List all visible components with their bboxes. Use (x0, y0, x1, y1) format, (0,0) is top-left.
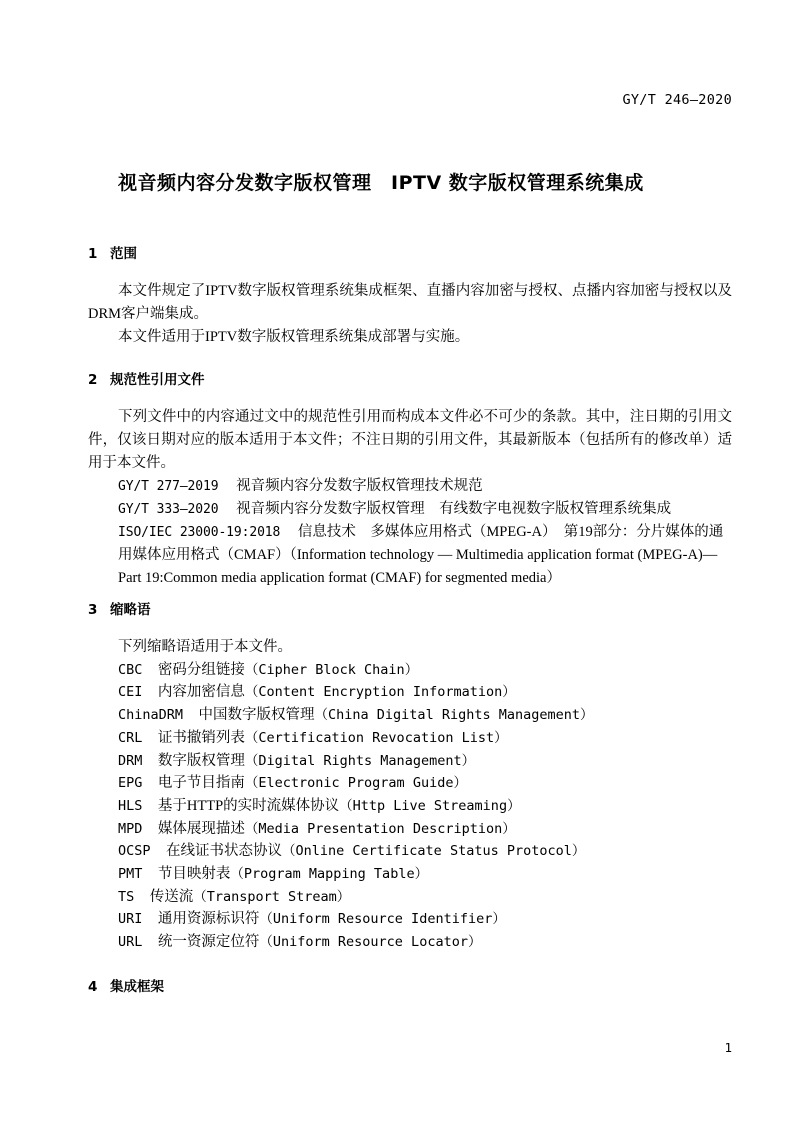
running-header-standard-number: GY/T 246—2020 (622, 92, 732, 108)
abbreviation-item-6 (118, 772, 732, 796)
abbreviation-cn-10: 节目映射表 (157, 866, 231, 882)
clause-title-1: 范围 (110, 246, 137, 262)
abbreviation-en-4: （Certification Revocation List） (244, 730, 508, 746)
abbreviation-key-6: EPG (118, 775, 143, 791)
abbreviation-cn-5: 数字版权管理 (157, 753, 245, 769)
abbreviation-item-10 (118, 863, 732, 887)
abbreviation-en-12: （Uniform Resource Identifier） (259, 911, 506, 927)
reference-code-3: ISO/IEC 23000-19:2018 (118, 525, 281, 540)
abbreviation-item-8 (118, 818, 732, 842)
abbreviation-cn-13: 统一资源定位符 (157, 934, 260, 950)
abbreviation-en-3: （China Digital Rights Management） (314, 707, 594, 723)
abbreviation-item-9 (118, 840, 732, 864)
abbreviation-item-13 (118, 931, 732, 955)
abbreviation-en-11: （Transport Stream） (193, 889, 351, 905)
abbreviation-key-7: HLS (118, 798, 143, 814)
abbreviation-cn-1: 密码分组链接 (157, 662, 245, 678)
abbreviation-key-13: URL (118, 934, 143, 950)
abbreviation-en-1: （Cipher Block Chain） (244, 662, 419, 678)
abbreviation-en-6: （Electronic Program Guide） (244, 775, 467, 791)
abbreviation-en-2: （Content Encryption Information） (244, 684, 516, 700)
abbreviation-item-12 (118, 908, 732, 932)
reference-item-2 (118, 498, 732, 521)
abbreviation-item-4 (118, 727, 732, 751)
paragraph-2-1: 下列文件中的内容通过文中的规范性引用而构成本文件必不可少的条款。其中，注日期的引用文件，仅该日期对应的版本适用于本文件；不注日期的引用文件，其最新版本（包括所有的修改单）适用于本文件。 (88, 409, 732, 471)
abbreviation-item-3 (118, 704, 732, 728)
abbreviation-en-13: （Uniform Resource Locator） (259, 934, 482, 950)
reference-code-1: GY/T 277—2019 (118, 479, 219, 494)
abbreviation-item-5 (118, 750, 732, 774)
abbreviation-key-3: ChinaDRM (118, 707, 184, 723)
paragraph-1-1: 本文件规定了IPTV数字版权管理系统集成框架、直播内容加密与授权、点播内容加密与授权以及DRM客户端集成。 (88, 283, 732, 322)
paragraph-3-1: 下列缩略语适用于本文件。 (118, 639, 292, 655)
abbreviation-en-9: （Online Certificate Status Protocol） (282, 843, 586, 859)
clause-title-2: 规范性引用文件 (110, 372, 205, 388)
clause-heading-3 (88, 598, 151, 618)
abbreviation-key-5: DRM (118, 753, 143, 769)
abbreviation-key-10: PMT (118, 866, 143, 882)
abbreviation-key-12: URI (118, 911, 143, 927)
abbreviation-key-11: TS (118, 889, 135, 905)
clause-number-1: 1 (88, 246, 98, 262)
abbreviation-key-9: OCSP (118, 843, 151, 859)
abbreviation-en-5: （Digital Rights Management） (244, 753, 476, 769)
clause-title-4: 集成框架 (110, 979, 164, 995)
page-number: 1 (724, 1040, 732, 1055)
reference-title-1: 视音频内容分发数字版权管理技术规范 (236, 478, 483, 494)
abbreviation-key-4: CRL (118, 730, 143, 746)
abbreviation-en-10: （Program Mapping Table） (230, 866, 429, 882)
clause-heading-4 (88, 975, 164, 995)
page-content (88, 0, 732, 1132)
abbreviation-cn-2: 内容加密信息 (157, 684, 245, 700)
abbreviation-cn-7: 基于HTTP的实时流媒体协议 (157, 798, 340, 814)
abbreviation-cn-3: 中国数字版权管理 (198, 707, 315, 723)
abbreviation-cn-4: 证书撤销列表 (157, 730, 245, 746)
abbreviation-cn-11: 传送流 (149, 889, 194, 905)
abbreviation-item-1 (118, 659, 732, 683)
abbreviation-key-8: MPD (118, 821, 143, 837)
reference-title-2: 视音频内容分发数字版权管理 有线数字电视数字版权管理系统集成 (236, 501, 672, 517)
clause-number-4: 4 (88, 979, 98, 995)
abbreviation-item-2 (118, 681, 732, 705)
abbreviation-key-2: CEI (118, 684, 143, 700)
reference-item-1 (118, 475, 732, 498)
abbreviation-cn-6: 电子节目指南 (157, 775, 245, 791)
abbreviation-cn-8: 媒体展现描述 (157, 821, 245, 837)
clause-title-3: 缩略语 (110, 602, 151, 618)
abbreviation-item-7 (118, 795, 732, 819)
abbreviation-item-11 (118, 886, 732, 910)
reference-code-2: GY/T 333—2020 (118, 502, 219, 517)
abbreviation-cn-12: 通用资源标识符 (157, 911, 260, 927)
paragraph-1-2: 本文件适用于IPTV数字版权管理系统集成部署与实施。 (118, 329, 470, 345)
clause-heading-1 (88, 242, 137, 262)
abbreviation-key-1: CBC (118, 662, 143, 678)
clause-number-3: 3 (88, 602, 98, 618)
reference-item-3 (118, 521, 732, 590)
abbreviation-en-7: （Http Live Streaming） (339, 798, 521, 814)
clause-heading-2 (88, 368, 205, 388)
page-title: 视音频内容分发数字版权管理 IPTV 数字版权管理系统集成 (118, 172, 644, 194)
reference-title-3: 信息技术 多媒体应用格式（MPEG-A） 第19部分：分片媒体的通用媒体应用格式（CMAF）（Information technology — Multimedia application format (MPEG-A)—Part 19:Common media application format (CMAF) for segmented media） (118, 524, 724, 586)
abbreviation-cn-9: 在线证书状态协议 (166, 843, 283, 859)
abbreviation-en-8: （Media Presentation Description） (244, 821, 516, 837)
clause-number-2: 2 (88, 372, 98, 388)
